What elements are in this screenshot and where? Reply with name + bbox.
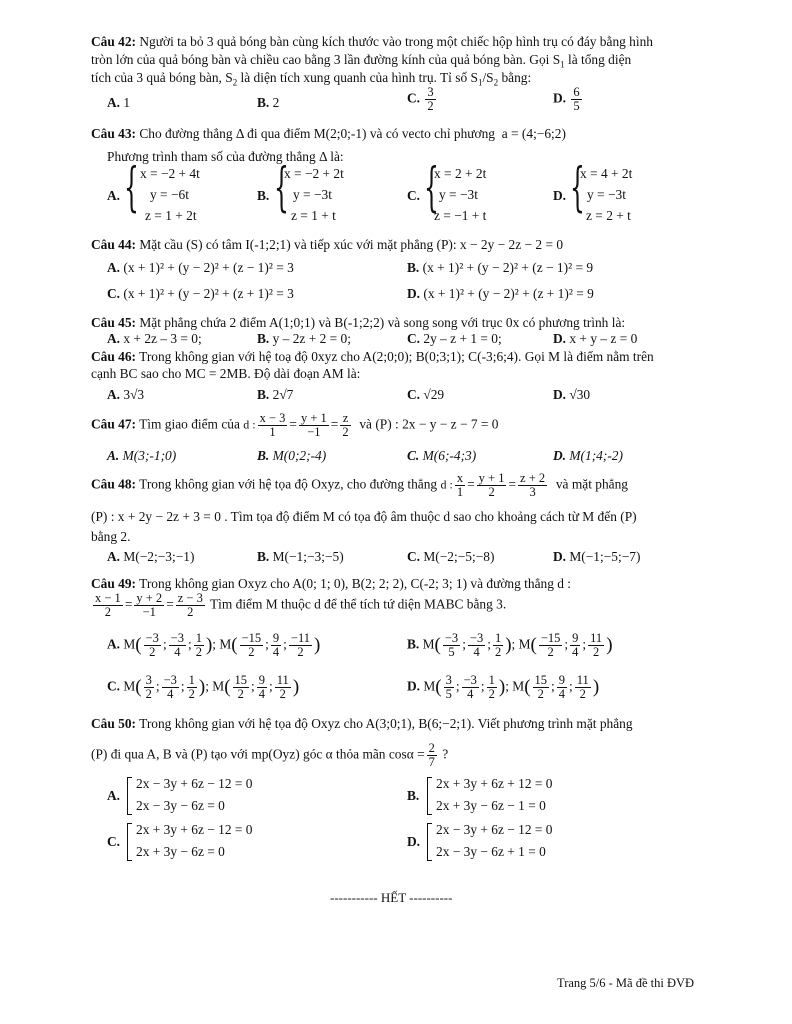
q46-line1: Câu 46: Trong không gian với hệ toạ độ 0xyz cho A(2;0;0); B(0;3;1); C(-3;6;4). Gọi M là điểm nằm trên [91,349,654,364]
q49-option-a: A. M( $\frac{-3}{2}$ ; $\frac{-3}{4}$ ; $\frac{1}{2}$ ); M( $\frac{-15}{2}$ ; $\frac{9}{4}$ ; $\frac{-11}{2}$ ) [107,631,321,659]
q42-option-c: C. $\frac{3}{2}$ [407,85,434,113]
q45-option-a: A. x + 2z – 3 = 0; [107,331,202,346]
q48-option-d: D. M(−1;−5;−7) [553,549,641,564]
q49-option-b: B. M( $\frac{-3}{5}$ ; $\frac{-3}{4}$ ; $\frac{1}{2}$ ); M( $\frac{-15}{2}$ ; $\frac{9}{4}$ ; $\frac{11}{2}$ ) [407,631,613,659]
q46-option-c: C. √29 [407,387,445,402]
fraction: $\frac{6}{5}$ [573,85,580,113]
q43-line1: Câu 43: Cho đường thẳng Δ đi qua điểm M(2;0;-1) và có vecto chỉ phương a = (4;−6;2) [91,126,566,141]
q45-option-d: D. x + y – z = 0 [553,331,638,346]
q47-option-d: D. M(1;4;-2) [553,448,623,463]
q44-option-a: A. (x + 1)² + (y − 2)² + (z − 1)² = 3 [107,260,294,275]
fraction: $\frac{3}{2}$ [427,85,434,113]
q50-line2: (P) đi qua A, B và (P) tạo với mp(Oyz) góc α thỏa mãn cosα = $\frac{2}{7}$ ? [91,741,449,769]
q47-option-a: A. M(3;-1;0) [107,448,177,463]
q42-line3: tích của 3 quả bóng bàn, $S_2$ là diện tích xung quanh của hình trụ. Tỉ số $S_1/S_2$ bằng: [91,70,532,88]
q44-option-b: B. (x + 1)² + (y − 2)² + (z − 1)² = 9 [407,260,594,275]
q50-line1: Câu 50: Trong không gian với hệ tọa độ Oxyz cho A(3;0;1), B(6;−2;1). Viết phương trình mặt phẳng [91,716,633,731]
q45-option-b: B. y – 2z + 2 = 0; [257,331,351,346]
q45-line1: Câu 45: Mặt phẳng chứa 2 điểm A(1;0;1) và B(-1;2;2) và song song với trục 0x có phương trình là: [91,315,626,330]
q47-line1: Câu 47: Tìm giao điểm của d : $\frac{x - 3}{1}$ = $\frac{y + 1}{-1}$ = $\frac{z}{2}$ và (P) : 2x − y − z − 7 = 0 [91,411,499,439]
page-footer: Trang 5/6 - Mã đề thi ĐVĐ [557,976,695,990]
vector-a: a = (4;−6;2) [501,126,566,141]
q44-line1: Câu 44: Mặt cầu (S) có tâm I(-1;2;1) và tiếp xúc với mặt phẳng (P): x − 2y − 2z − 2 = 0 [91,237,564,252]
q43-subtext: Phương trình tham số của đường thẳng Δ là: [107,149,344,164]
q48-line3: bằng 2. [91,529,131,544]
q46-option-d: D. √30 [553,387,591,402]
q44-option-d: D. (x + 1)² + (y − 2)² + (z + 1)² = 9 [407,286,594,301]
q49-line2: $\frac{x - 1}{2}$ = $\frac{y + 2}{-1}$ = $\frac{z - 3}{2}$ Tìm điểm M thuộc d để thể tích tứ diện MABC bằng 3. [95,591,507,619]
q46-line2: cạnh BC sao cho MC = 2MB. Độ dài đoạn AM là: [91,366,361,381]
q46-option-b: B. 2√7 [257,387,294,402]
q48-line1: Câu 48: Trong không gian với hệ tọa độ Oxyz, cho đường thẳng d : $\frac{x}{1}$ = $\frac{y + 1}{2}$ = $\frac{z + 2}{3}$ và mặt phẳng [91,471,628,499]
q47-option-c: C. M(6;-4;3) [407,448,477,463]
q44-option-c: C. (x + 1)² + (y − 2)² + (z + 1)² = 3 [107,286,294,301]
q42-option-b: B. 2 [257,95,280,110]
q49-line1: Câu 49: Trong không gian Oxyz cho A(0; 1; 0), B(2; 2; 2), C(-2; 3; 1) và đường thẳng d : [91,576,572,591]
end-marker: ----------- HẾT ---------- [330,890,453,905]
q42-line1: Câu 42: Người ta bỏ 3 quả bóng bàn cùng kích thước vào trong một chiếc hộp hình trụ có đáy bằng hình [91,34,653,49]
q48-option-b: B. M(−1;−3;−5) [257,549,344,564]
q46-option-a: A. 3√3 [107,387,145,402]
q42-option-d: D. $\frac{6}{5}$ [553,85,580,113]
q42-option-a: A. 1 [107,95,131,110]
q48-option-a: A. M(−2;−3;−1) [107,549,195,564]
q49-option-c: C. M( $\frac{3}{2}$ ; $\frac{-3}{4}$ ; $\frac{1}{2}$ ); M( $\frac{15}{2}$ ; $\frac{9}{4}$ ; $\frac{11}{2}$ ) [107,673,300,701]
q49-option-d: D. M( $\frac{3}{5}$ ; $\frac{-3}{4}$ ; $\frac{1}{2}$ ); M( $\frac{15}{2}$ ; $\frac{9}{4}$ ; $\frac{11}{2}$ ) [407,673,600,701]
q45-option-c: C. 2y – z + 1 = 0; [407,331,502,346]
q42-line2: tròn lớn của quả bóng bàn và chiều cao bằng 3 lần đường kính của quả bóng bàn. Gọi $S_1$ là tổng diện [91,52,632,70]
q47-option-b: B. M(0;2;-4) [257,448,327,463]
q48-line2: (P) : x + 2y − 2z + 3 = 0 . Tìm tọa độ điểm M có tọa độ âm thuộc d sao cho khoảng cách từ M đến (P) [91,509,637,524]
q48-option-c: C. M(−2;−5;−8) [407,549,495,564]
